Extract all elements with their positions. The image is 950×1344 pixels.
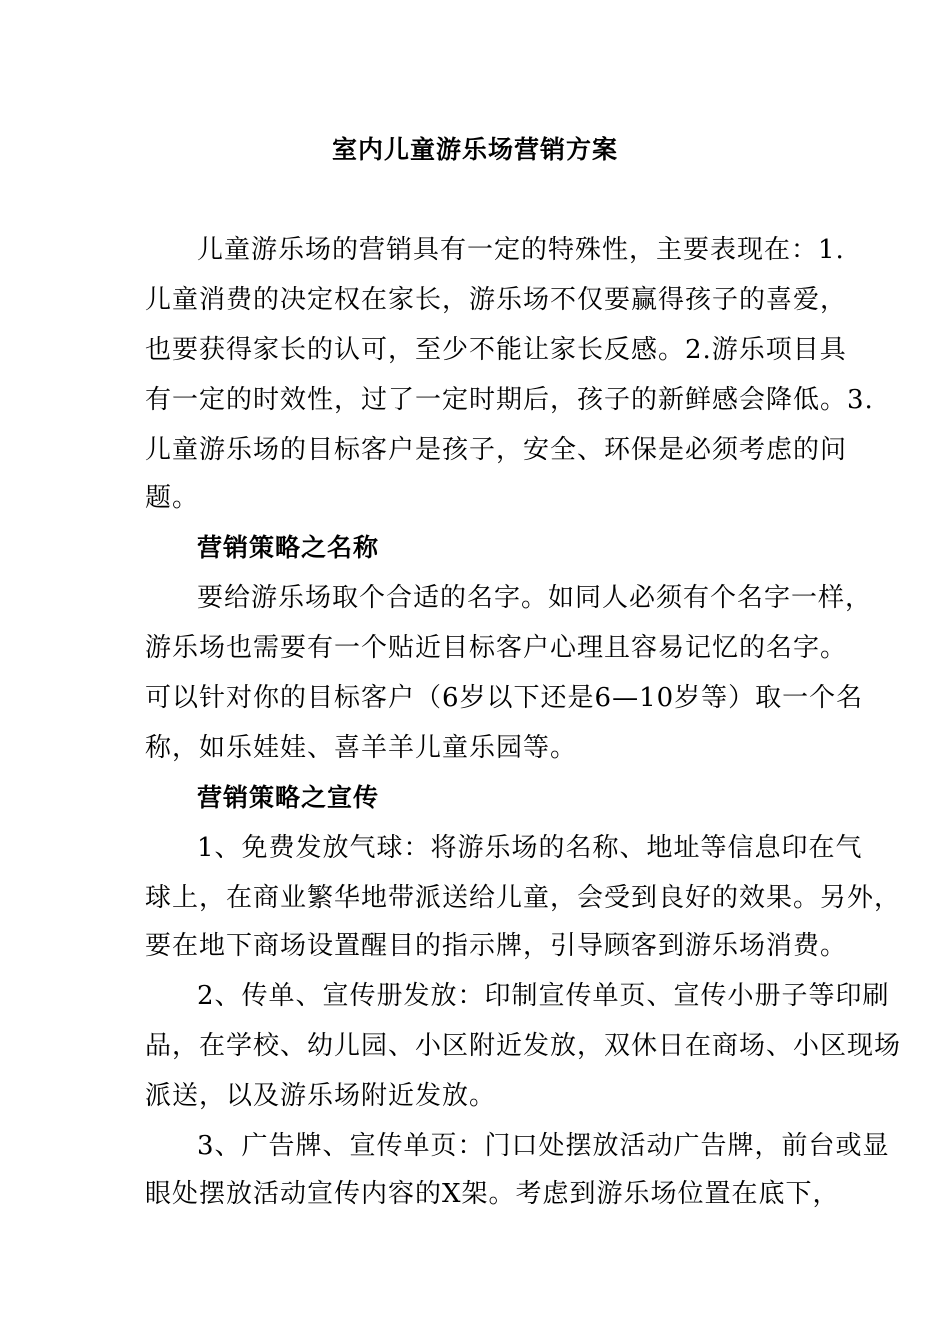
intro-line-3: 也要获得家长的认可，至少不能让家长反感。2.游乐项目具: [145, 335, 847, 365]
promo-item1-line-1: 1、免费发放气球：将游乐场的名称、地址等信息印在气: [197, 833, 863, 863]
promo-item3-line-2: 眼处摆放活动宣传内容的X架。考虑到游乐场位置在底下，: [145, 1179, 840, 1209]
intro-line-4: 有一定的时效性，过了一定时期后，孩子的新鲜感会降低。3.: [145, 385, 874, 415]
promo-item1-line-3: 要在地下商场设置醒目的指示牌，引导顾客到游乐场消费。: [145, 931, 848, 961]
intro-line-5: 儿童游乐场的目标客户是孩子，安全、环保是必须考虑的问: [145, 435, 848, 465]
name-line-3: 可以针对你的目标客户（6岁以下还是6—10岁等）取一个名: [145, 683, 864, 713]
section-heading-name: 营销策略之名称: [197, 533, 380, 562]
promo-item2-line-3: 派送，以及游乐场附近发放。: [145, 1081, 497, 1111]
section-heading-promotion: 营销策略之宣传: [197, 783, 380, 812]
name-line-1: 要给游乐场取个合适的名字。如同人必须有个名字一样，: [197, 583, 873, 613]
name-line-4: 称，如乐娃娃、喜羊羊儿童乐园等。: [145, 733, 578, 763]
intro-line-6: 题。: [145, 483, 200, 513]
document-title: 室内儿童游乐场营销方案: [331, 135, 618, 164]
intro-line-2: 儿童消费的决定权在家长，游乐场不仅要赢得孩子的喜爱，: [145, 285, 848, 315]
promo-item2-line-2: 品，在学校、幼儿园、小区附近发放，双休日在商场、小区现场: [145, 1031, 902, 1061]
promo-item3-line-1: 3、广告牌、宣传单页：门口处摆放活动广告牌，前台或显: [197, 1131, 890, 1161]
intro-line-1: 儿童游乐场的营销具有一定的特殊性，主要表现在：1.: [197, 235, 845, 265]
name-line-2: 游乐场也需要有一个贴近目标客户心理且容易记忆的名字。: [145, 633, 848, 663]
promo-item1-line-2: 球上，在商业繁华地带派送给儿童，会受到良好的效果。另外，: [145, 883, 902, 913]
promo-item2-line-1: 2、传单、宣传册发放：印制宣传单页、宣传小册子等印刷: [197, 981, 890, 1011]
